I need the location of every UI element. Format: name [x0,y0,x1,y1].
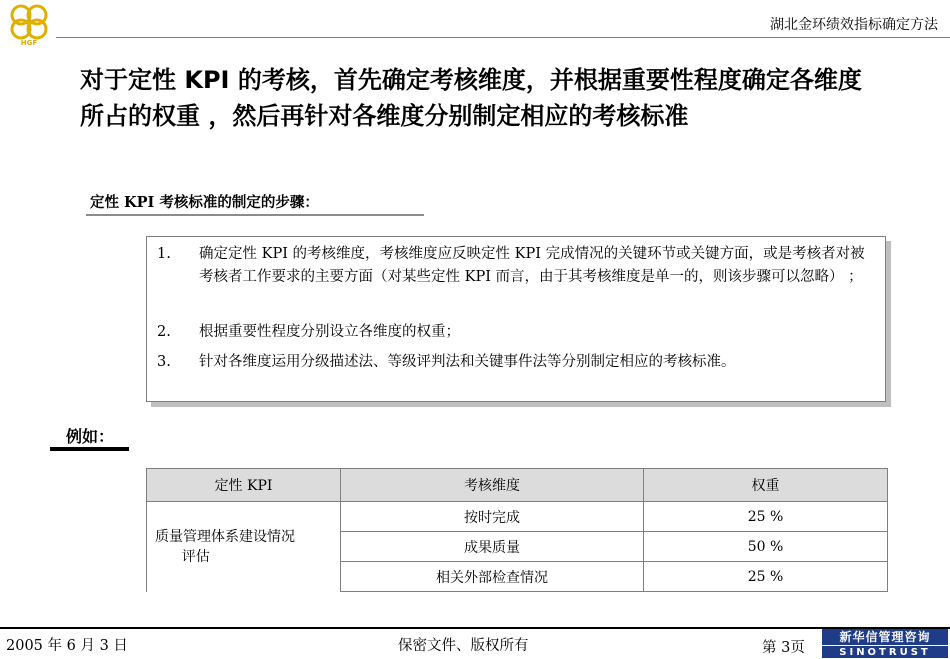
company-logo [6,2,52,46]
weight-cell: 25 % [644,562,888,592]
brand-name-en: SINOTRUST [822,645,948,658]
footer-date: 2005 年 6 月 3 日 [6,638,128,654]
dimension-cell: 相关外部检查情况 [341,562,644,592]
table-row [147,502,888,532]
steps-box [146,236,886,402]
kpi-table [146,468,888,592]
brand-name-cn: 新华信管理咨询 [822,629,948,645]
kpi-name: 质量管理体系建设情况 评估 [155,528,295,565]
section-title: 定性 KPI 考核标准的制定的步骤： [90,194,319,211]
dimension-cell: 按时完成 [341,502,644,532]
example-label: 例如： [66,427,115,446]
page-number: 第 3页 [762,640,805,656]
example-underline [50,447,129,451]
footer-divider [0,627,950,629]
step-number: 2. [157,324,171,340]
brand-logo [822,629,948,658]
logo-rings-icon [6,2,52,46]
footer-confidential: 保密文件、版权所有 [398,638,529,654]
section-underline [86,214,424,216]
weight-cell: 25 % [644,502,888,532]
step-text: 确定定性 KPI 的考核维度，考核维度应反映定性 KPI 完成情况的关键环节或关键方面，或是考核者对被考核者工作要求的主要方面（对某些定性 KPI 而言，由于其考核维度是单一的，则该步骤可以忽略） ； [199,246,865,285]
page-headline: 对于定性 KPI 的考核，首先确定考核维度，并根据重要性程度确定各维度所占的权重 ，然后再针对各维度分别制定相应的考核标准 [80,66,862,130]
step-text: 针对各维度运用分级描述法、等级评判法和关键事件法等分别制定相应的考核标准。 [199,354,736,370]
column-header: 定性 KPI [147,469,341,502]
step-text: 根据重要性程度分别设立各维度的权重； [199,324,460,340]
header-title: 湖北金环绩效指标确定方法 [770,17,938,33]
header-divider [56,37,950,38]
step-number: 3. [157,354,171,370]
logo-text: HGF [20,39,38,46]
kpi-name-cell [147,502,341,592]
table-header-row [147,469,888,502]
weight-cell: 50 % [644,532,888,562]
column-header: 考核维度 [341,469,644,502]
step-number: 1. [157,246,171,262]
column-header: 权重 [644,469,888,502]
dimension-cell: 成果质量 [341,532,644,562]
